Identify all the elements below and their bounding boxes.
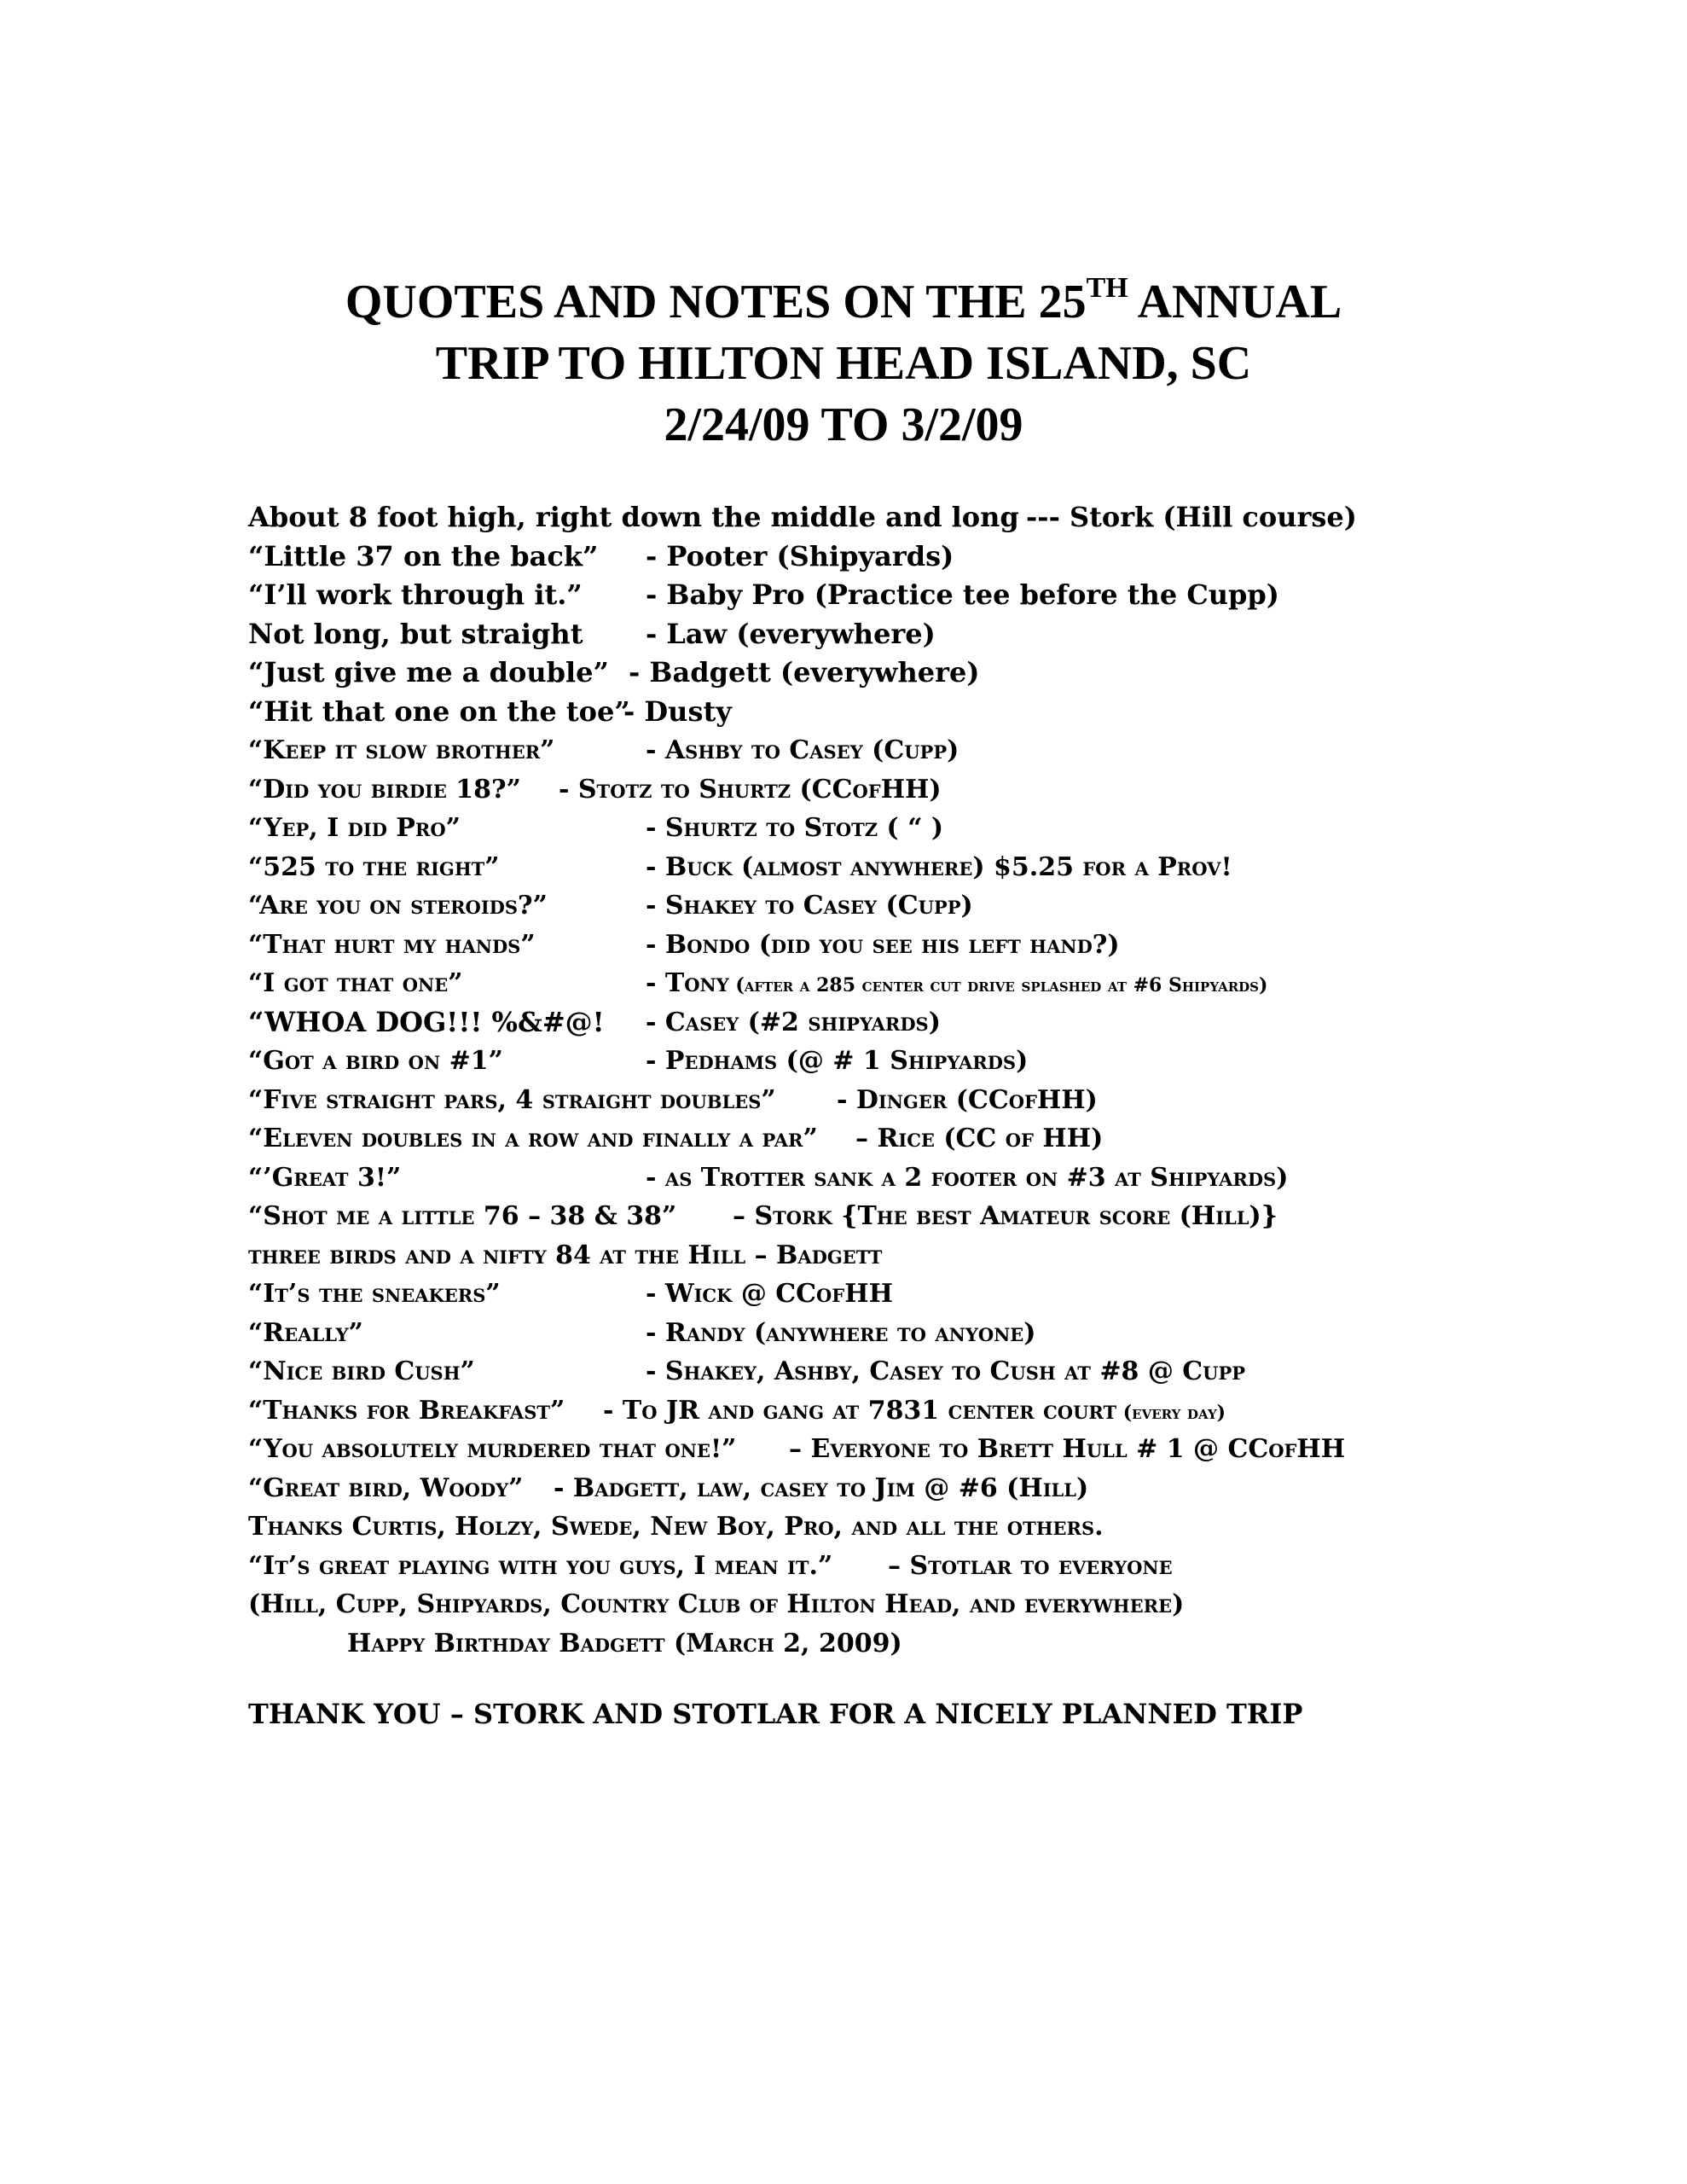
quote-row	[248, 537, 1664, 577]
quote-attribution: – Stotlar to everyone	[888, 1550, 1173, 1581]
quote-attribution: - Ashby to Casey (Cupp)	[646, 735, 959, 765]
quote-row	[248, 1275, 1664, 1314]
quote-row	[248, 809, 1664, 848]
quote-attribution: - Shakey, Ashby, Casey to Cush at #8 @ Cupp	[646, 1356, 1246, 1386]
quote-attribution: - Badgett, law, casey to Jim @ #6 (Hill)	[554, 1472, 1089, 1503]
quote-text: “I got that one”	[248, 968, 463, 998]
quote-row	[248, 1547, 1664, 1586]
closing-thanks: THANK YOU – STORK AND STOTLAR FOR A NICELY PLANNED TRIP	[248, 1698, 1303, 1730]
quote-text: “Little 37 on the back”	[248, 539, 599, 572]
quote-text: “Shot me a little 76 – 38 & 38”	[248, 1201, 677, 1231]
quote-attribution-note: (every day)	[1116, 1401, 1226, 1424]
quote-text: “Nice bird Cush”	[248, 1356, 475, 1386]
quote-text: About 8 foot high, right down the middle and long	[248, 501, 1019, 533]
quote-attribution: - Law (everywhere)	[646, 617, 936, 650]
quote-row	[248, 1469, 1664, 1508]
quote-attribution: --- Stork (Hill course)	[1026, 501, 1357, 533]
quote-row	[248, 1081, 1664, 1120]
quote-text: “You absolutely murdered that one!”	[248, 1434, 737, 1464]
quote-attribution-note: (after a 285 center cut drive splashed at #6 Shipyards)	[728, 974, 1268, 996]
quote-text: “Yep, I did Pro”	[248, 813, 461, 843]
quote-text: “I’ll work through it.”	[248, 578, 583, 611]
quote-text: “That hurt my hands”	[248, 929, 536, 960]
quote-row	[248, 576, 1664, 615]
quote-attribution: - Stotz to Shurtz (CCofHH)	[559, 774, 942, 804]
quote-text: (Hill, Cupp, Shipyards, Country Club of Hilton Head, and everywhere)	[248, 1589, 1185, 1619]
quote-row	[248, 1042, 1664, 1081]
quote-row	[248, 1352, 1664, 1391]
quote-row	[248, 848, 1664, 887]
quote-text: “’Great 3!”	[248, 1162, 402, 1193]
quote-row	[248, 926, 1664, 965]
quote-row	[248, 1585, 1664, 1624]
quote-attribution: - Casey (#2 shipyards)	[646, 1007, 941, 1037]
quote-text: “Hit that one on the toe”	[248, 694, 630, 728]
quote-attribution: - Dinger (CCofHH)	[837, 1084, 1098, 1115]
quote-row	[248, 615, 1664, 654]
quote-row	[248, 1159, 1664, 1198]
quote-row	[248, 1624, 1664, 1664]
quote-text: “WHOA DOG!!! %&#@!	[248, 1005, 605, 1038]
quote-text: “Great bird, Woody”	[248, 1472, 524, 1503]
quote-attribution: - Shakey to Casey (Cupp)	[646, 891, 973, 921]
quote-attribution: - Buck (almost anywhere) $5.25 for a Prov!	[646, 851, 1232, 882]
quote-attribution: - Shurtz to Stotz ( “ )	[646, 813, 944, 843]
quote-attribution: - Tony (after a 285 center cut drive splashed at #6 Shipyards)	[646, 968, 1268, 998]
quote-attribution: - Pooter (Shipyards)	[646, 539, 954, 572]
quote-text: “Just give me a double”	[248, 656, 609, 688]
quote-attribution: - Randy (anywhere to anyone)	[646, 1317, 1036, 1348]
quote-text: “It’s great playing with you guys, I mean it.”	[248, 1550, 833, 1581]
quote-row	[248, 886, 1664, 926]
quote-text: “Are you on steroids?”	[248, 891, 548, 921]
quote-text: three birds and a nifty 84 at the Hill – Badgett	[248, 1240, 883, 1270]
title-line-2: TRIP TO HILTON HEAD ISLAND, SC	[435, 337, 1252, 390]
quote-attribution: - Pedhams (@ # 1 Shipyards)	[646, 1046, 1029, 1076]
quote-text: “Eleven doubles in a row and finally a par”	[248, 1124, 818, 1153]
title-line-3: 2/24/09 TO 3/2/09	[664, 398, 1023, 451]
quote-row	[248, 1507, 1664, 1547]
quote-attribution: - Baby Pro (Practice tee before the Cupp)	[646, 578, 1279, 611]
quote-attribution: – Everyone to Brett Hull # 1 @ CCofHH	[789, 1434, 1346, 1464]
quote-text: “Really”	[248, 1317, 363, 1348]
document-title	[0, 271, 1687, 456]
quotes-list	[248, 498, 1664, 1663]
quote-attribution: - Wick @ CCofHH	[646, 1279, 893, 1309]
quote-attribution: – Stork {The best Amateur score (Hill)}	[733, 1201, 1278, 1231]
quote-row	[248, 1003, 1664, 1043]
quote-row	[248, 1236, 1664, 1275]
quote-attribution: - Dusty	[623, 694, 732, 728]
quote-text: “Did you birdie 18?”	[248, 774, 521, 804]
quote-row	[248, 1197, 1664, 1236]
quote-text: “It’s the sneakers”	[248, 1279, 501, 1309]
quote-attribution: - Badgett (everywhere)	[629, 656, 980, 688]
quote-row	[248, 1430, 1664, 1469]
quote-row	[248, 1391, 1664, 1431]
quote-row	[248, 1314, 1664, 1353]
quote-text: “Keep it slow brother”	[248, 735, 555, 765]
birthday-note: Happy Birthday Badgett (March 2, 2009)	[347, 1628, 902, 1658]
quote-attribution: – Rice (CC of HH)	[855, 1124, 1104, 1153]
quote-row	[248, 1119, 1664, 1159]
quote-text: “Five straight pars, 4 straight doubles”	[248, 1084, 776, 1115]
quote-text: Thanks Curtis, Holzy, Swede, New Boy, Pro, and all the others.	[248, 1512, 1104, 1542]
quote-text: “525 to the right”	[248, 851, 500, 882]
quote-text: Not long, but straight	[248, 617, 583, 650]
quote-row	[248, 653, 1664, 693]
quote-row	[248, 731, 1664, 770]
quote-row	[248, 498, 1664, 537]
quote-attribution: - as Trotter sank a 2 footer on #3 at Shipyards)	[646, 1162, 1289, 1193]
quote-attribution: - To JR and gang at 7831 center court (every day)	[603, 1395, 1226, 1426]
quote-row	[248, 770, 1664, 810]
quote-row	[248, 964, 1664, 1003]
quote-text: “Got a bird on #1”	[248, 1046, 503, 1076]
quote-attribution: - Bondo (did you see his left hand?)	[646, 929, 1120, 960]
title-line-1: QUOTES AND NOTES ON THE 25TH ANNUAL	[345, 272, 1342, 328]
quote-row	[248, 693, 1664, 732]
quote-text: “Thanks for Breakfast”	[248, 1395, 565, 1426]
